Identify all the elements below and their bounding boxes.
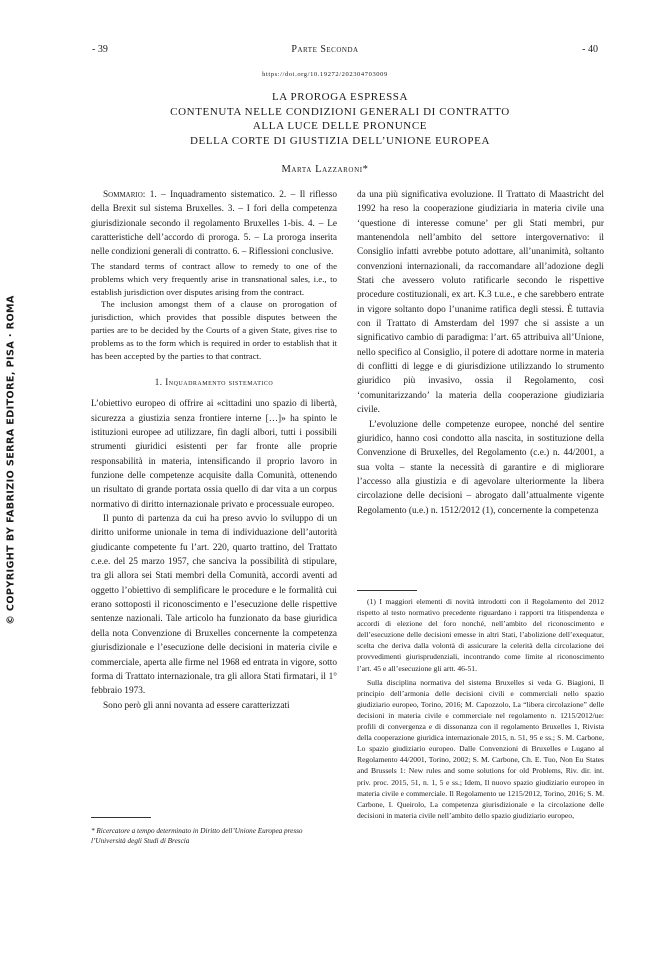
summary-label: Sommario: (103, 190, 146, 200)
footnote: Sulla disciplina normativa del sistema Bruxelles si veda G. Biagioni, Il principio dell’armonia delle decisioni civili e commerciali nello spazio giudiziario europeo, Torino, 2016; M. Capozzolo, La “libera circolazione” delle decisioni in materia civile e commerciale nel regolamento n. 1215/2012/ue: profili di convergenza e di dissonanza con il regolamento Bruxelles 1, Rivista della cooperazione giuridica internazionale 2015, n. 51, 95 e ss.; S. M. Carbone, Lo spazio giudiziario europeo. Dalle Convenzioni di Bruxelles e Lugano al Regolamento 44/2001, Torino, 2002; S. M. Carbone, Ch. E. Tuo, Non Eu States and Brussels 1: New rules and some solutions for old Problems, Riv. dir. int. priv. proc. 2015, 51, n. 1, 5 e ss.; Idem, Il nuovo spazio giudiziario europeo in materia civile e commerciale. Il Regolamento ue 1215/2012, Torino, 2016; S. M. Carbone, I. Queirolo, La competenza giurisdizionale e la circolazione delle decisioni in materia civile nell’ambito dello spazio giudiziario europeo, (357, 677, 604, 820)
side-copyright-text: © COPYRIGHT BY FABRIZIO SERRA EDITORE, PISA · ROMA (5, 295, 17, 625)
abstract-paragraph: The inclusion amongst them of a clause on prorogation of jurisdiction, which provides that possible disputes between the parties are to be decided by the Courts of a given State, gives rise to problems as to the form which is required in order to establish that it has been accepted by the parties to that contract. (91, 299, 337, 362)
title-line: ALLA LUCE DELLE PRONUNCE (252, 120, 428, 132)
footnote-rule (357, 590, 417, 591)
author-name: Marta Lazzaroni* (281, 164, 369, 175)
body-paragraph: L’evoluzione delle competenze europee, nonché del sentire giuridico, hanno così condotto alla nascita, in sostituzione della Convenzione di Bruxelles, del Regolamento (c.e.) n. 44/2001, a sua volta – stante la necessità di garantire e di migliorare l’accesso alla giustizia e di agevolare ulteriormente la libera circolazione delle decisioni – abrogato dall’attualmente vigente Regolamento (u.e.) n. 1512/2012 (1), concernente la competenza (357, 419, 604, 516)
body-paragraph: L’obiettivo europeo di offrire ai «cittadini uno spazio di libertà, sicurezza a giustizia senza frontiere interne […]» ha spinto le istituzioni europee ad utilizzare, fin dagli albori, tutti i possibili strumenti giuridici esistenti per far fronte alle proprie responsabilità in materia, intensificando il proprio lavoro in funzione delle competenze acquisite dalla Comunità, ottenendo un risultato di grande portata ossia quello di dar vita a un corpus normativo di diritto internazionale privato e processuale europeo. (91, 399, 337, 510)
footnote-rule (91, 817, 151, 818)
footnotes (357, 596, 604, 824)
page-number-left: - 39 (92, 44, 108, 55)
abstract-paragraph: The standard terms of contract allow to remedy to one of the problems which very frequently arise in transnational sales, i.e., to establish jurisdiction over disputes arising from the contract. (91, 260, 337, 297)
body-paragraph: Il punto di partenza da cui ha preso avvio lo sviluppo di un diritto uniforme unionale in tema di individuazione dell’autorità giudicante competente fu l’art. 220, quarto trattino, del Trattato c.e.e. del 25 marzo 1957, che sanciva la possibilità di stipulare, tra gli allora sei Stati membri della Comunità, accordi aventi ad oggetto l’obiettivo di semplificare le procedure e le formalità cui erano sottoposti il riconoscimento e l’esecuzione delle rispettive sentenze nazionali. Tale articolo ha funzionato da base giuridica della nota Convenzione di Bruxelles concernente la competenza giurisdizionale e l’esecuzione delle decisioni in materia civile e commerciale, aperta alle firme nel 1968 ed entrata in vigore, sotto forma di Trattato internazionale, tra gli allora Stati firmatari, il 1° febbraio 1973. (91, 514, 337, 697)
article-title (90, 90, 590, 148)
body-paragraph: Sono però gli anni novanta ad essere caratterizzati (103, 700, 290, 711)
author-footnote: * Ricercatore a tempo determinato in Diritto dell’Unione Europea presso l’Università degli Studi di Brescia (91, 827, 303, 845)
page-number-right: - 40 (582, 44, 598, 55)
summary-paragraph (91, 188, 337, 260)
running-head: Parte Seconda (291, 44, 359, 55)
left-column (91, 188, 337, 713)
summary-text: 1. – Inquadramento sistematico. 2. – Il riflesso della Brexit sul sistema Bruxelles. 3. – I fori della competenza giurisdizionale secondo il regolamento Bruxelles 1-bis. 4. – Le caratteristiche dell’accordo di proroga. 5. – La proroga inserita nelle condizioni generali di contratto. 6. – Riflessioni conclusive. (91, 190, 337, 258)
side-copyright-notice (4, 270, 18, 650)
doi-line[interactable]: https://doi.org/10.19272/202304703009 (262, 71, 388, 78)
title-line: CONTENUTA NELLE CONDIZIONI GENERALI DI CONTRATTO (170, 105, 510, 118)
footnote: (1) I maggiori elementi di novità introdotti con il Regolamento del 2012 rispetto al testo normativo precedente riguardano i rapporti tra litispendenza e accordi di elezione del foro nonché, nell’ambito del riconoscimento e dell’esecuzione delle decisioni emesse in altri Stati, l’abolizione dell’exequatur, scelta che deriva dalla volontà di assicurare la celerità della circolazione dei provvedimenti giurisprudenziali, incontrando come limite al riconoscimento l’art. 45 e all’esecuzione gli artt. 46-51. (357, 597, 604, 673)
title-line: DELLA CORTE DI GIUSTIZIA DELL’UNIONE EUROPEA (190, 134, 490, 147)
body-paragraph: da una più significativa evoluzione. Il Trattato di Maastricht del 1992 ha reso la cooperazione giudiziaria in materia civile una ‘questione di interesse comune’ per gli Stati membri, pur mantenendola nell’ambito del settore intergovernativo: il Consiglio infatti avrebbe potuto adottare, all’unanimità, soltanto convenzioni internazionali, da raccomandare all’adozione degli Stati che avessero voluto ratificarle secondo le rispettive procedure costituzionali, ex art. K.3 t.u.e., e che sarebbero entrate in vigore soltanto dopo l’unanime ratifica degli stessi. È tuttavia con il Trattato di Amsterdam del 1997 che si assiste a un significativo cambio di paradigma: l’art. 65 attribuiva all’Unione, nello specifico al Consiglio, il potere di adottare norme in materia di conflitti di legge e di giurisdizione utilizzando lo strumento giuridico più invasivo, ossia il Regolamento, così ‘comunitarizzando’ la materia della cooperazione giudiziaria civile. (357, 190, 604, 416)
title-line: LA PROROGA ESPRESSA (271, 91, 409, 103)
right-column (357, 188, 604, 518)
english-abstract (91, 260, 337, 363)
section-heading: 1. Inquadramento sistematico (154, 376, 274, 387)
